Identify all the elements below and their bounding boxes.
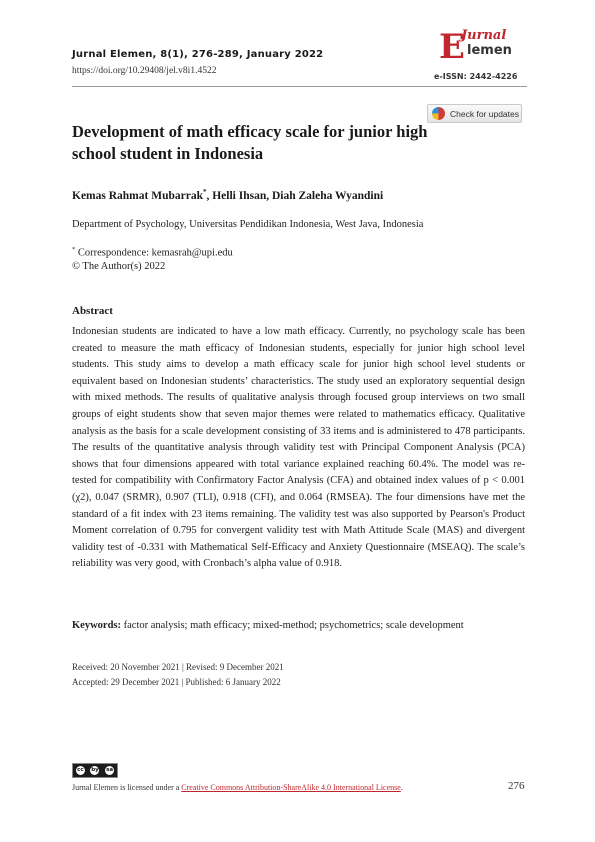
logo-e-glyph: E: [439, 27, 465, 67]
correspondence: [72, 246, 233, 259]
article-title: Development of math efficacy scale for junior high school student in Indonesia: [72, 122, 428, 163]
abstract-heading: Abstract: [72, 305, 113, 317]
correspondence-text[interactable]: Correspondence: kemasrah@upi.edu: [77, 247, 233, 259]
journal-logo: [437, 28, 527, 76]
corresponding-mark: *: [202, 188, 207, 196]
cc-license-badge[interactable]: [72, 763, 118, 778]
accepted-published-dates: Accepted: 29 December 2021 | Published: 6 January 2022: [72, 677, 281, 687]
author-list: [72, 188, 383, 202]
abstract-body: Indonesian students are indicated to have a low math efficacy. Currently, no psychology scale has been created to measure the math efficacy of Indonesian students, especially for junior high school level students. This study aims to develop a math efficacy scale for junior high school level students or equivalent based on Indonesian students’ characteristics. The study used an exploratory sequential design with mixed methods. The results of qualitative analysis through focused group interviews on two small groups of eight students show that seven major themes were related to mathematics efficacy. Qualitative analysis as the basis for a scale development consisting of 33 items and is administered to 478 participants. The results of the quantitative analysis through validity test with Principal Component Analysis (PCA) shows that four dimensions appeared with total variance explained reaching 60.4%. The model was re-tested for compatibility with Confirmatory Factor Analysis (CFA) and obtained index values of p < 0.001 (χ2), 0.047 (SRMR), 0.907 (TLI), 0.918 (CFI), and 0.064 (RMSEA). The four dimensions have met the standard of a fit index with 23 items remaining. The validity test was also supported by Pearson's Product Moment correlation of 0.795 for convergent validity test with Math Attitude Scale (MAS) and divergent validity test of -0.331 with Mathematical Self-Efficacy and Anxiety Questionnaire (MSEAQ). The scale’s reliability was very good, with Cronbach’s alpha value of 0.918.: [72, 326, 525, 570]
received-revised-dates: Received: 20 November 2021 | Revised: 9 December 2021: [72, 662, 284, 672]
affiliation: Department of Psychology, Universitas Pendidikan Indonesia, West Java, Indonesia: [72, 219, 424, 230]
doi-link[interactable]: https://doi.org/10.29408/jel.v8i1.4522: [72, 66, 217, 76]
check-for-updates-button[interactable]: [427, 104, 522, 123]
correspondence-mark: *: [72, 246, 76, 253]
sa-icon: sa: [106, 767, 114, 773]
license-statement: [72, 783, 403, 792]
check-for-updates-label: Check for updates: [450, 108, 519, 119]
header-divider: [72, 86, 527, 87]
cc-icon: cc: [77, 767, 84, 773]
license-prefix: Jurnal Elemen is licensed under a: [72, 783, 182, 792]
keywords: [72, 620, 532, 631]
license-suffix: .: [400, 783, 403, 792]
page-number: 276: [508, 780, 525, 792]
issn: e-ISSN: 2442-4226: [434, 72, 518, 81]
crossmark-icon: [432, 107, 445, 120]
copyright: © The Author(s) 2022: [72, 261, 166, 272]
journal-citation: Jurnal Elemen, 8(1), 276-289, January 2022: [72, 49, 324, 60]
author-name: Kemas Rahmat Mubarrak: [72, 189, 203, 202]
by-icon: by: [91, 767, 99, 773]
license-link[interactable]: Creative Commons Attribution-ShareAlike 4.0 International License: [181, 783, 401, 792]
keywords-text: factor analysis; math efficacy; mixed-method; psychometrics; scale development: [121, 620, 464, 631]
keywords-label: Keywords:: [72, 620, 121, 631]
logo-jurnal-text: Jurnal: [461, 28, 507, 43]
logo-elemen-text: lemen: [467, 43, 512, 58]
coauthor-names: , Helli Ihsan, Diah Zaleha Wyandini: [206, 189, 384, 202]
